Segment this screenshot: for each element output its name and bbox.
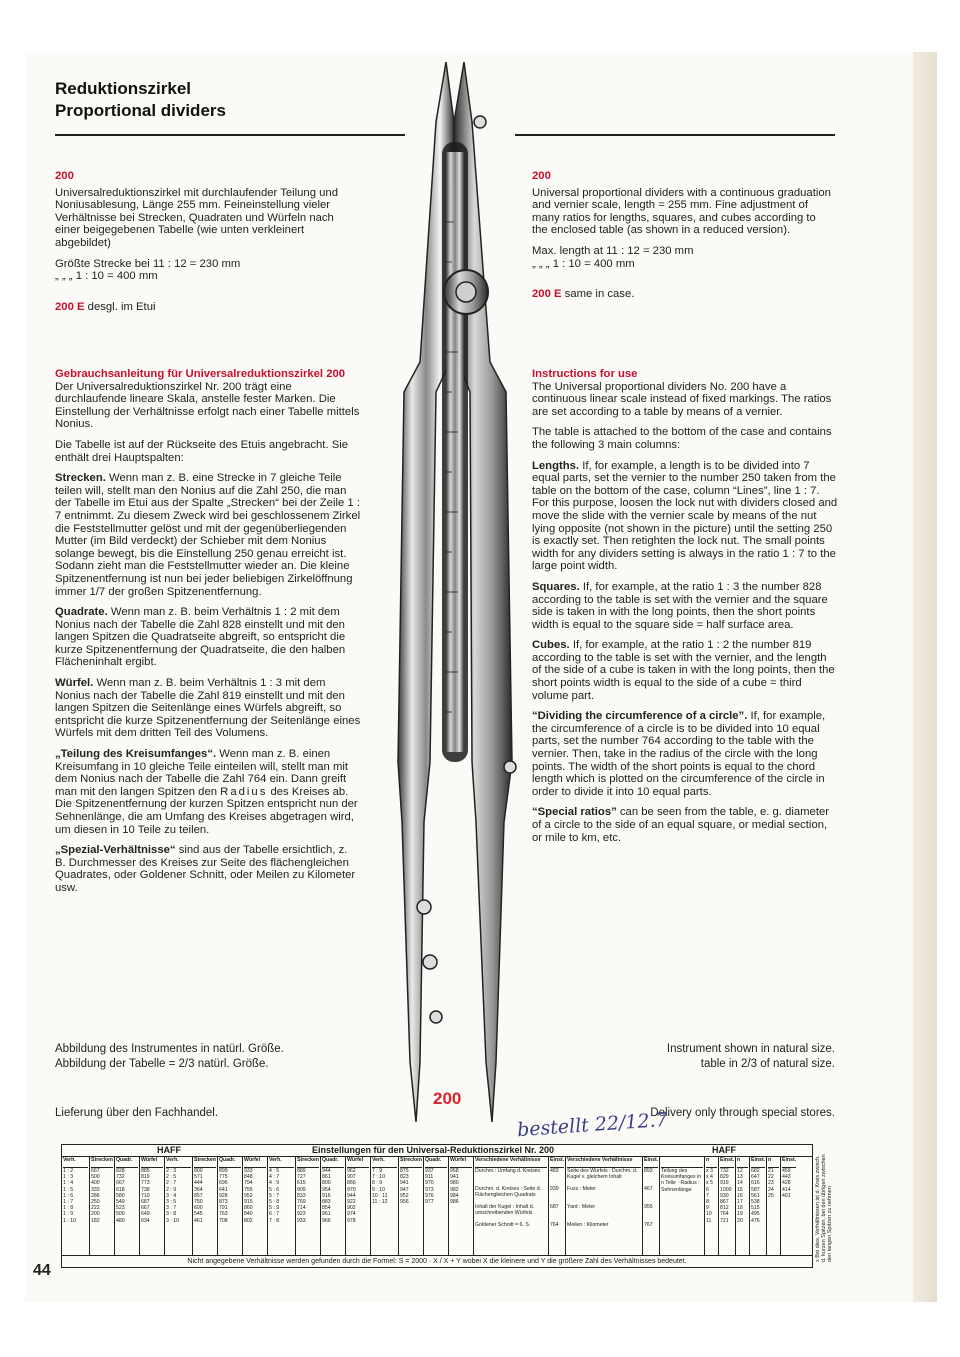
left-delivery-note: Lieferung über den Fachhandel. xyxy=(55,1107,219,1119)
table-cell: 750 xyxy=(194,1199,203,1206)
table-cell: 982 xyxy=(450,1186,459,1193)
table-brand-right: HAFF xyxy=(712,1145,736,1155)
table-cell: 930 xyxy=(720,1192,729,1199)
title-de: Reduktionszirkel xyxy=(55,79,192,98)
table-cell: 500 xyxy=(91,1174,100,1181)
table-cell: 1000 xyxy=(720,1186,732,1193)
table-cell: 682 xyxy=(751,1168,760,1174)
right-model-e-row xyxy=(532,288,834,301)
left-column-instructions xyxy=(55,368,361,903)
right-max-length-1: Max. length at 11 : 12 = 230 mm xyxy=(532,244,694,257)
table-cell: 732 xyxy=(720,1168,729,1174)
table-cell: 549 xyxy=(116,1199,125,1206)
table-cell: 16 xyxy=(737,1192,743,1199)
right-instructions-heading: Instructions for use xyxy=(532,368,638,380)
table-cell: 461 xyxy=(194,1217,203,1224)
left-wuerfel: Würfel. Wenn man z. B. beim Verhältnis 1 : 3 mit dem Nonius nach der Tabelle die Zahl 819 einstellt und mit den langen Spitzen die Seitenlänge eines Würfels abgreift, so entspricht die kurze Spitzenentfernung der Seitenlänge eines Würfels mit dem dritten Teil des Volumens. xyxy=(55,677,361,740)
table-cell: 11 : 12 xyxy=(372,1199,388,1206)
table-footer-formula: Nicht angegebene Verhältnisse werden gefunden durch die Formel: S = 2000 · X / X + Y wobei X die kleinere und Y die größere Zahl des Verhältnisses bedeutet. xyxy=(62,1255,812,1267)
table-cell: 618 xyxy=(116,1186,125,1193)
b3-str-col: Strecken 889 727 615 909 833 769 714 923 933 xyxy=(296,1157,321,1255)
table-cell: 828 xyxy=(116,1168,125,1174)
right-cubes: Cubes. If, for example, at the ratio 1 : 2 the number 819 according to the table is set with the vernier, and the length of the side of a cube is taken in with the long points, then the short points width is equal to the side of a cube = third volume part. xyxy=(532,639,835,702)
table-cell: 538 xyxy=(751,1199,760,1206)
table-cell: 250 xyxy=(91,1199,100,1206)
table-cell: Fuss : Meter xyxy=(567,1186,596,1192)
table-cell: 443 xyxy=(782,1174,791,1181)
right-column-instructions xyxy=(532,368,838,852)
table-cell: 3 : 8 xyxy=(166,1211,177,1218)
table-cell: 8 xyxy=(706,1199,709,1206)
table-cell: 25 xyxy=(768,1192,774,1199)
table-cell: 800 xyxy=(322,1180,331,1187)
special-ratios-col: Verschiedene Verhältnisse Durchm.: Umfang d. Kreises Durchm. d. Kreises : Seite d. Flächengleichen Quadrats Inhalt der Kugel : Inhalt d. umschreibenden Würfels Goldener Schnitt = 6. S. xyxy=(474,1157,549,1255)
table-cell: 467 xyxy=(644,1186,653,1192)
table-cell: 764 xyxy=(720,1211,729,1218)
table-cell: 5 : 6 xyxy=(269,1186,280,1193)
table-cell: 738 xyxy=(141,1186,150,1193)
table-cell: 977 xyxy=(425,1199,434,1206)
table-cell: 867 xyxy=(720,1199,729,1206)
table-cell: 907 xyxy=(347,1174,356,1181)
table-cell: 3 : 7 xyxy=(166,1205,177,1212)
right-model-e: 200 E xyxy=(532,288,562,301)
table-cell: 873 xyxy=(219,1199,228,1206)
table-cell: 833 xyxy=(297,1192,306,1199)
table-cell: 973 xyxy=(425,1186,434,1193)
table-cell: 937 xyxy=(425,1168,434,1174)
table-cell: 955 xyxy=(644,1204,653,1210)
circle-division-col: Teilung des Kreisumfanges in n Teile · Radius : Sehnenlänge xyxy=(660,1157,705,1255)
table-cell: 10 : 11 xyxy=(372,1192,388,1199)
table-cell: 860 xyxy=(244,1205,253,1212)
table-cell: 24 xyxy=(768,1186,774,1193)
lower-screw-3 xyxy=(430,1011,442,1023)
right-delivery-note: Delivery only through special stores. xyxy=(650,1107,835,1119)
table-cell: 763 xyxy=(219,1211,228,1218)
special-ratios2-einst-col: Einst. 893 467 955 767 xyxy=(643,1157,660,1255)
table-cell: 18 xyxy=(737,1205,743,1212)
table-cell: 823 xyxy=(400,1174,409,1181)
title-en: Proportional dividers xyxy=(55,101,226,120)
n2-col: n 12 13 14 15 16 17 18 19 20 xyxy=(736,1157,750,1255)
table-cell: 861 xyxy=(322,1174,331,1181)
e3-col: Einst. 459 443 428 414 401 xyxy=(782,1157,797,1199)
table-cell: 933 xyxy=(244,1168,253,1174)
table-cell: 9 xyxy=(706,1205,709,1212)
table-cell: 8 : 9 xyxy=(372,1180,383,1187)
table-cell: 714 xyxy=(297,1205,306,1212)
table-cell: Yard : Meter xyxy=(567,1204,596,1210)
table-cell: 986 xyxy=(450,1199,459,1206)
table-cell: 919 xyxy=(720,1180,729,1187)
table-cell: 947 xyxy=(400,1186,409,1193)
settings-table xyxy=(61,1144,813,1268)
table-cell: 1 : 7 xyxy=(63,1199,74,1206)
table-cell: 961 xyxy=(322,1211,331,1218)
e2-col: Einst. 682 647 616 587 561 538 515 495 476 xyxy=(750,1157,767,1255)
left-model-e-desc: desgl. im Etui xyxy=(87,300,156,313)
table-cell: 14 xyxy=(737,1180,743,1187)
b3-wuerf-col: Würfel 962 907 866 970 944 922 902 974 978 xyxy=(346,1157,371,1255)
table-cell: 20 xyxy=(737,1217,743,1224)
table-cell: 916 xyxy=(322,1192,331,1199)
table-cell: 909 xyxy=(297,1186,306,1193)
table-cell: 883 xyxy=(322,1199,331,1206)
special-ratios2-col: Verschiedene Verhältnisse Seite des Würfels : Durchm. d. Kugel v. gleichem Inhalt Fuss : Meter Yard : Meter Meilen : Kilometer xyxy=(566,1157,643,1255)
table-cell: 500 xyxy=(116,1211,125,1218)
table-cell: 22 xyxy=(768,1174,774,1181)
b1-wuerf-col: Würfel 885 819 773 738 710 687 667 649 634 xyxy=(140,1157,165,1255)
right-lengths: Lengths. If, for example, a length is to be divided into 7 equal parts, set the vernier to the number 250 taken from the table on the bottom of the case, column “Lines”, line 1 : 7. For this purpose, loosen the lock nut with dividers closed and move the slide with the vernier scale by means of the nut lying opposite (not shown in the picture) until the setting 250 is exactly set. Then retighten the lock nut. The small points width for any dividers setting is always in the ratio 1 : 7 to the large point width. xyxy=(532,459,838,573)
table-cell: 476 xyxy=(751,1217,760,1224)
table-cell: 854 xyxy=(322,1205,331,1212)
table-cell: 4 : 5 xyxy=(269,1168,280,1174)
table-cell: 200 xyxy=(91,1211,100,1218)
b4-wuerf-col: Würfel 958 941 980 982 984 986 xyxy=(449,1157,474,1255)
table-cell: 939 xyxy=(550,1186,559,1192)
table-cell: 2 : 7 xyxy=(166,1180,177,1187)
right-special: “Special ratios” can be seen from the table, e. g. diameter of a circle to the side of an equal square, or medial section, or mile to km, etc. xyxy=(532,806,830,844)
table-cell: 6 xyxy=(706,1186,709,1193)
table-cell: 802 xyxy=(244,1217,253,1224)
table-cell: 933 xyxy=(297,1217,306,1224)
table-cell: 1 : 2 xyxy=(63,1168,74,1174)
table-cell: 286 xyxy=(91,1192,100,1199)
right-model-e-desc: same in case. xyxy=(564,288,635,301)
table-cell: x 3 xyxy=(706,1168,713,1174)
table-cell: 4 : 7 xyxy=(269,1174,280,1181)
table-cell: 902 xyxy=(347,1205,356,1212)
table-cell: 667 xyxy=(141,1205,150,1212)
table-cell: 952 xyxy=(244,1192,253,1199)
top-screw xyxy=(474,116,486,128)
left-instructions-heading: Gebrauchsanleitung für Universalreduktionszirkel 200 xyxy=(55,368,346,380)
table-cell: 899 xyxy=(219,1168,228,1174)
table-cell: 1 : 6 xyxy=(63,1192,74,1199)
left-kreis: „Teilung des Kreisumfanges“. Wenn man z. B. einen Kreisumfang in 10 gleiche Teile einteilen will, stellt man mit dem Nonius nach der Tabelle die Zahl 764 ein. Dann greift man mit den langen Spitzen den Radius des Kreises ab. Die Spitzenentfernung der kurzen Spitzen entspricht nun der Sehnenlänge, die am Umfang des Kreises abgetragen wird, um diesen in 10 Teile zu teilen. xyxy=(55,748,358,836)
right-circ: “Dividing the circumference of a circle”. If, for example, the circumference of a circle is to be divided into 10 equal parts, set the number 764 according to the table with the vernier. Then, take in the radius of the circle with the long points. The width of the short points is equal to the chord length which is plotted on the circumference of the circle in order to divide it into 10 equal parts. xyxy=(532,710,826,798)
table-cell: 769 xyxy=(297,1199,306,1206)
table-cell: 480 xyxy=(116,1217,125,1224)
table-cell: 727 xyxy=(297,1174,306,1181)
table-cell: 893 xyxy=(644,1168,653,1174)
table-cell: 791 xyxy=(219,1205,228,1212)
table-cell: 966 xyxy=(322,1217,331,1224)
table-cell: 587 xyxy=(751,1186,760,1193)
table-cell: 10 xyxy=(706,1211,712,1218)
table-cell: 414 xyxy=(782,1186,791,1193)
table-cell: 1 : 3 xyxy=(63,1174,74,1181)
table-cell: 667 xyxy=(91,1168,100,1174)
left-spezial: „Spezial-Verhältnisse“ sind aus der Tabelle ersichtlich, z. B. Durchmesser des Kreises zur Seite des flächengleichen Quadrates, oder Goldener Schnitt, oder Meilen zu Kilometer usw. xyxy=(55,844,356,894)
table-cell: 922 xyxy=(347,1199,356,1206)
page-number: 44 xyxy=(33,1262,51,1279)
table-cell: 364 xyxy=(194,1186,203,1193)
page-title xyxy=(55,78,226,122)
special-ratios-einst-col: Einst. 483 939 687 764 xyxy=(549,1157,566,1255)
e1-col: Einst. 732 829 919 1000 930 867 812 764 721 xyxy=(719,1157,736,1255)
table-cell: 958 xyxy=(450,1168,459,1174)
table-cell: 7 : 9 xyxy=(372,1168,383,1174)
pivot-screw xyxy=(504,761,516,773)
table-cell: 708 xyxy=(219,1217,228,1224)
table-cell: 634 xyxy=(141,1217,150,1224)
table-cell: Goldener Schnitt = 6. S. xyxy=(475,1222,531,1228)
table-cell: 767 xyxy=(644,1222,653,1228)
table-cell: 923 xyxy=(297,1211,306,1218)
table-cell: 857 xyxy=(194,1192,203,1199)
proportional-dividers-illustration xyxy=(380,62,530,1122)
table-cell: 800 xyxy=(194,1168,203,1174)
table-cell: 911 xyxy=(425,1174,434,1181)
table-cell: 1 : 9 xyxy=(63,1211,74,1218)
b2-str-col: Strecken 800 571 444 364 857 750 600 545 461 xyxy=(193,1157,218,1255)
table-cell: 667 xyxy=(116,1180,125,1187)
table-cell: 984 xyxy=(450,1192,459,1199)
table-cell: 962 xyxy=(347,1168,356,1174)
right-column-intro xyxy=(532,170,834,301)
table-cell: 580 xyxy=(116,1192,125,1199)
left-column-intro xyxy=(55,170,355,313)
table-cell: 21 xyxy=(768,1168,774,1174)
b3-verh-col: Verh. 4 : 5 4 : 7 4 : 9 5 : 6 5 : 7 5 : 8 5 : 9 6 : 7 7 : 8 xyxy=(268,1157,296,1255)
table-cell: 495 xyxy=(751,1211,760,1218)
table-brand-left: HAFF xyxy=(157,1145,181,1155)
table-cell: 794 xyxy=(244,1180,253,1187)
table-cell: 710 xyxy=(141,1192,150,1199)
table-cell: 222 xyxy=(91,1205,100,1212)
table-cell: 970 xyxy=(425,1180,434,1187)
table-cell: 1 : 8 xyxy=(63,1205,74,1212)
table-cell: 3 : 5 xyxy=(166,1199,177,1206)
table-cell: Durchm. d. Kreises : Seite d. Flächengleichen Quadrats xyxy=(475,1186,542,1199)
table-cell: Durchm.: Umfang d. Kreises xyxy=(475,1168,541,1174)
table-cell: Meilen : Kilometer xyxy=(567,1222,609,1228)
b2-verh-col: Verh. 2 : 3 2 : 5 2 : 7 2 : 9 3 : 4 3 : 5 3 : 7 3 : 8 3 : 10 xyxy=(165,1157,193,1255)
table-cell: 7 : 8 xyxy=(269,1217,280,1224)
table-cell: 15 xyxy=(737,1186,743,1193)
left-strecken: Strecken. Wenn man z. B. eine Strecke in 7 gleiche Teile teilen will, stellt man den Nonius auf die Zahl 250, die man der Tabelle im Etui aus der Spalte „Strecken“ bei der Zeile 1 : 7 entnimmt. Zu diesem Zweck wird bei geschlossenem Zirkel die Feststellmutter gelöst und mit der gegenüberliegenden Mutter (im Bild verdeckt) der Schieber mit dem Nonius solange bewegt, bis die Einstellung 250 genau erreicht ist. Sodann zieht man die Feststellmutter wieder an. Die kleine Spitzenentfernung ist nun bei jeder beliebigen Zirkelöffnung immer 1/7 der großen Spitzenentfernung. xyxy=(55,472,361,598)
table-cell: 840 xyxy=(244,1211,253,1218)
table-cell: 687 xyxy=(550,1204,559,1210)
red-stamp-number: 200 xyxy=(433,1089,462,1108)
table-cell: x 5 xyxy=(706,1180,713,1187)
table-cell: 182 xyxy=(91,1217,100,1224)
table-cell: 970 xyxy=(347,1186,356,1193)
table-cell: 1 : 10 xyxy=(63,1217,76,1224)
right-figure-note-1: Instrument shown in natural size. xyxy=(666,1043,835,1055)
table-cell: 649 xyxy=(141,1211,150,1218)
table-cell: 956 xyxy=(400,1199,409,1206)
table-cell: 2 : 3 xyxy=(166,1168,177,1174)
table-cell: 915 xyxy=(244,1199,253,1206)
left-max-length-1: Größte Strecke bei 11 : 12 = 230 mm xyxy=(55,257,241,270)
b4-quad-col: Quadr. 937 911 970 973 976 977 xyxy=(424,1157,449,1255)
table-side-note: x Bei dies. Verhältnissen ist d. Kreis zwisch. d. kurzen Spitzen, bei den übrigen zwischen den langen Spitzen zu nehmen xyxy=(815,1154,833,1262)
table-cell: 23 xyxy=(768,1180,774,1187)
table-cell: 775 xyxy=(219,1174,228,1181)
table-cell: 571 xyxy=(194,1174,203,1181)
table-cell: Seite des Würfels : Durchm. d. Kugel v. gleichem Inhalt xyxy=(567,1168,638,1181)
table-cell: 444 xyxy=(194,1180,203,1187)
table-cell: Inhalt der Kugel : Inhalt d. umschreibenden Würfels xyxy=(475,1204,535,1217)
table-cell: 2 : 5 xyxy=(166,1174,177,1181)
right-figure-notes xyxy=(585,1042,835,1072)
table-header xyxy=(62,1145,812,1157)
table-cell: 17 xyxy=(737,1199,743,1206)
table-cell: 459 xyxy=(782,1168,791,1174)
table-cell: 941 xyxy=(450,1174,459,1181)
n3-col: n 21 22 23 24 25 xyxy=(767,1157,781,1255)
table-cell: 978 xyxy=(347,1217,356,1224)
table-cell: 6 : 7 xyxy=(269,1211,280,1218)
table-cell: 3 : 10 xyxy=(166,1217,179,1224)
table-cell: 19 xyxy=(737,1211,743,1218)
right-p1: The Universal proportional dividers No. 200 have a continuous linear scale instead of fixed markings. The ratios are set according to a table by means of a vernier. xyxy=(532,380,832,418)
table-cell: 812 xyxy=(720,1205,729,1212)
table-cell: 4 : 9 xyxy=(269,1180,280,1187)
left-model-number: 200 xyxy=(55,170,74,182)
table-cell: 13 xyxy=(737,1174,743,1181)
lower-screw-2 xyxy=(423,955,437,969)
right-squares: Squares. If, for example, at the ratio 1 : 3 the number 828 according to the table is set with the vernier and the square side is taken in with the long points, then the short points width is equal to the square side = half surface area. xyxy=(532,580,828,631)
left-p2: Die Tabelle ist auf der Rückseite des Etuis angebracht. Sie enthält drei Hauptspalten: xyxy=(55,438,349,464)
page-fold-shadow xyxy=(913,52,937,1302)
table-cell: 732 xyxy=(116,1174,125,1181)
table-cell: 545 xyxy=(194,1211,203,1218)
catalog-page xyxy=(25,52,937,1302)
left-figure-note-1: Abbildung des Instrumentes in natürl. Größe. xyxy=(55,1043,284,1055)
left-model-e: 200 E xyxy=(55,300,85,313)
b1-str-col: Strecken 667 500 400 333 286 250 222 200 182 xyxy=(90,1157,115,1255)
b4-str-col: Strecken 875 823 941 947 952 956 xyxy=(399,1157,424,1255)
n1-col: n x 3 x 4 x 5 6 7 8 9 10 11 xyxy=(705,1157,719,1255)
table-cell: 333 xyxy=(91,1186,100,1193)
left-p1: Der Universalreduktionszirkel Nr. 200 trägt eine durchlaufende lineare Skala, anstelle fester Marken. Die Einstellung der Verhältnisse erfolgt nach einer Tabelle mittels Nonius. xyxy=(55,380,360,431)
handwritten-note: bestellt 22/12.7 xyxy=(516,1108,669,1142)
table-cell: x 4 xyxy=(706,1174,713,1181)
table-cell: 866 xyxy=(347,1180,356,1187)
left-description: Universalreduktionszirkel mit durchlaufender Teilung und Noniusablesung, Länge 255 mm. Feineinstellung vieler Verhältnisse bei Strecken, Quadraten und Würfeln nach einer beigegebenen Tabelle (wie unten verkleinert abgebildet) xyxy=(55,186,338,249)
left-quadrate: Quadrate. Wenn man z. B. beim Verhältnis 1 : 2 mit dem Nonius nach der Tabelle die Zahl 828 einstellt und mit den langen Spitzen die Quadratseite abgreift, so entspricht die kurze Spitzenentfernung der Quadratseite, die den halben Flächeninhalt ergibt. xyxy=(55,606,346,669)
table-cell: 755 xyxy=(244,1186,253,1193)
table-cell: 400 xyxy=(91,1180,100,1187)
table-cell: 2 : 9 xyxy=(166,1186,177,1193)
table-cell: 5 : 9 xyxy=(269,1205,280,1212)
table-cell: 401 xyxy=(782,1192,791,1199)
b2-wuerf-col: Würfel 933 848 794 755 952 915 860 840 802 xyxy=(243,1157,268,1255)
table-cell: 5 : 8 xyxy=(269,1199,280,1206)
table-cell: 773 xyxy=(141,1180,150,1187)
table-cell: 1 : 4 xyxy=(63,1180,74,1187)
table-cell: 941 xyxy=(400,1180,409,1187)
table-cell: 819 xyxy=(141,1174,150,1181)
table-cell: 721 xyxy=(720,1217,729,1224)
table-cell: 974 xyxy=(347,1211,356,1218)
right-title-rule xyxy=(515,134,835,136)
table-cell: 5 : 7 xyxy=(269,1192,280,1199)
table-cell: 11 xyxy=(706,1217,712,1224)
table-cell: 9 : 10 xyxy=(372,1186,385,1193)
right-description: Universal proportional dividers with a continuous graduation and vernier scale, length = 255 mm. Fine adjustment of many ratios for lengths, squares, and cubes according to the enclosed table (as shown in a reduced version). xyxy=(532,186,831,237)
table-cell: 980 xyxy=(450,1180,459,1187)
left-model-e-row xyxy=(55,301,355,314)
table-body xyxy=(62,1157,812,1255)
table-cell: 3 : 4 xyxy=(166,1192,177,1199)
table-cell: 952 xyxy=(400,1192,409,1199)
table-cell: 561 xyxy=(751,1192,760,1199)
table-cell: 885 xyxy=(141,1168,150,1174)
table-cell: 647 xyxy=(751,1174,760,1181)
table-cell: 976 xyxy=(425,1192,434,1199)
table-cell: 523 xyxy=(116,1205,125,1212)
b2-quad-col: Quadr. 899 775 696 641 928 873 791 763 708 xyxy=(218,1157,243,1255)
table-cell: 696 xyxy=(219,1180,228,1187)
table-cell: 428 xyxy=(782,1180,791,1187)
table-cell: 687 xyxy=(141,1199,150,1206)
right-max-length-2: „ „ „ 1 : 10 = 400 mm xyxy=(532,257,635,270)
table-cell: 515 xyxy=(751,1205,760,1212)
table-cell: 616 xyxy=(751,1180,760,1187)
table-cell: 954 xyxy=(322,1186,331,1193)
table-cell: 7 : 10 xyxy=(372,1174,385,1181)
table-cell: 889 xyxy=(297,1168,306,1174)
lower-screw-1 xyxy=(417,900,431,914)
table-cell: 764 xyxy=(550,1222,559,1228)
table-cell: 1 : 5 xyxy=(63,1186,74,1193)
b1-quad-col: Quadr. 828 732 667 618 580 549 523 500 480 xyxy=(115,1157,140,1255)
table-cell: 641 xyxy=(219,1186,228,1193)
table-cell: 615 xyxy=(297,1180,306,1187)
table-cell: 829 xyxy=(720,1174,729,1181)
b1-verh-col: Verh. 1 : 2 1 : 3 1 : 4 1 : 5 1 : 6 1 : 7 1 : 8 1 : 9 1 : 10 xyxy=(62,1157,90,1255)
table-cell: 7 xyxy=(706,1192,709,1199)
right-model-number: 200 xyxy=(532,170,551,182)
table-cell: 944 xyxy=(322,1168,331,1174)
b4-verh-col: Verh. 7 : 9 7 : 10 8 : 9 9 : 10 10 : 11 11 : 12 xyxy=(371,1157,399,1255)
table-cell: 928 xyxy=(219,1192,228,1199)
table-cell: 944 xyxy=(347,1192,356,1199)
table-cell: 848 xyxy=(244,1174,253,1181)
b3-quad-col: Quadr. 944 861 800 954 916 883 854 961 966 xyxy=(321,1157,346,1255)
table-cell: 483 xyxy=(550,1168,559,1174)
table-cell: 12 xyxy=(737,1168,743,1174)
table-cell: 600 xyxy=(194,1205,203,1212)
right-figure-note-2: table in 2/3 of natural size. xyxy=(700,1058,835,1070)
left-max-length-2: „ „ „ 1 : 10 = 400 mm xyxy=(55,270,158,283)
left-figure-note-2: Abbildung der Tabelle = 2/3 natürl. Größe. xyxy=(55,1058,269,1070)
left-figure-notes xyxy=(55,1042,284,1072)
scale-bar xyxy=(446,152,464,752)
left-title-rule xyxy=(55,134,405,136)
table-heading: Einstellungen für den Universal-Reduktionszirkel Nr. 200 xyxy=(312,1145,555,1155)
table-cell: 875 xyxy=(400,1168,409,1174)
right-p2: The table is attached to the bottom of the case and contains the following 3 main columns: xyxy=(532,426,832,451)
